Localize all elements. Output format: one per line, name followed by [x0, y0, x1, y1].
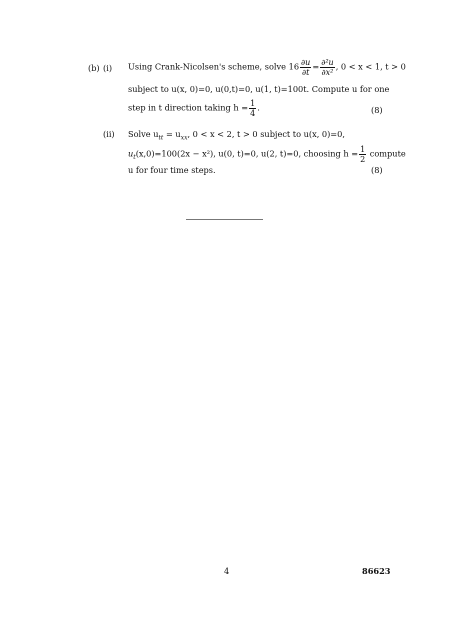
sub-i-line1: [128, 58, 406, 77]
x-subscript: xx: [180, 134, 188, 142]
sub-ii-line2-end: compute: [369, 148, 406, 159]
h-denominator: 4: [250, 109, 256, 118]
h-numerator: 1: [250, 99, 256, 108]
sub-i-label: (i): [103, 63, 113, 73]
sub-ii-line1-text: Solve u: [128, 129, 159, 139]
sub-i-line2: subject to u(x, 0)=0, u(0,t)=0, u(1, t)=100t. Compute u for one: [128, 84, 390, 94]
page-number: 4: [224, 566, 230, 576]
rhs-numerator: ∂²u: [321, 58, 334, 67]
equals-sign: =: [312, 61, 320, 72]
sub-ii-marks: (8): [371, 165, 383, 175]
sub-ii-label: (ii): [103, 129, 115, 139]
sub-i-line3: [128, 99, 260, 118]
ut-symbol: u: [128, 148, 134, 159]
sub-ii-line1: [128, 129, 345, 144]
lhs-numerator: ∂u: [301, 58, 311, 67]
domain-condition: , 0 < x < 1, t > 0: [335, 61, 406, 72]
paper-code: 86623: [362, 566, 391, 576]
section-divider: [186, 219, 263, 220]
sub-ii-eq: = u: [163, 129, 181, 139]
sub-ii-line2: [128, 145, 406, 164]
u-subscript: tt: [158, 134, 164, 142]
rhs-denominator: ∂x²: [321, 68, 334, 77]
sub-i-line3-text: step in t direction taking h =: [128, 102, 249, 113]
h-denominator-ii: 2: [360, 155, 366, 164]
step-size-fraction-ii: [359, 145, 366, 164]
sub-i-line1-text: Using Crank-Nicolsen's scheme, solve: [128, 61, 286, 72]
sub-ii-line2-text: (x,0)=100(2x − x²), u(0, t)=0, u(2, t)=0, choosing h =: [135, 148, 359, 159]
period: .: [257, 102, 260, 113]
rhs-derivative: [320, 58, 335, 77]
h-numerator-ii: 1: [360, 145, 366, 154]
step-size-fraction: [249, 99, 256, 118]
sub-ii-line3: u for four time steps.: [128, 165, 216, 175]
sub-ii-line1-rest: , 0 < x < 2, t > 0 subject to u(x, 0)=0,: [187, 129, 345, 139]
lhs-derivative: [300, 58, 311, 77]
equation-coefficient: 16: [288, 61, 300, 72]
t-subscript: t: [133, 154, 136, 162]
sub-i-marks: (8): [371, 105, 383, 115]
lhs-denominator: ∂t: [302, 68, 310, 77]
part-label: (b): [88, 63, 100, 73]
